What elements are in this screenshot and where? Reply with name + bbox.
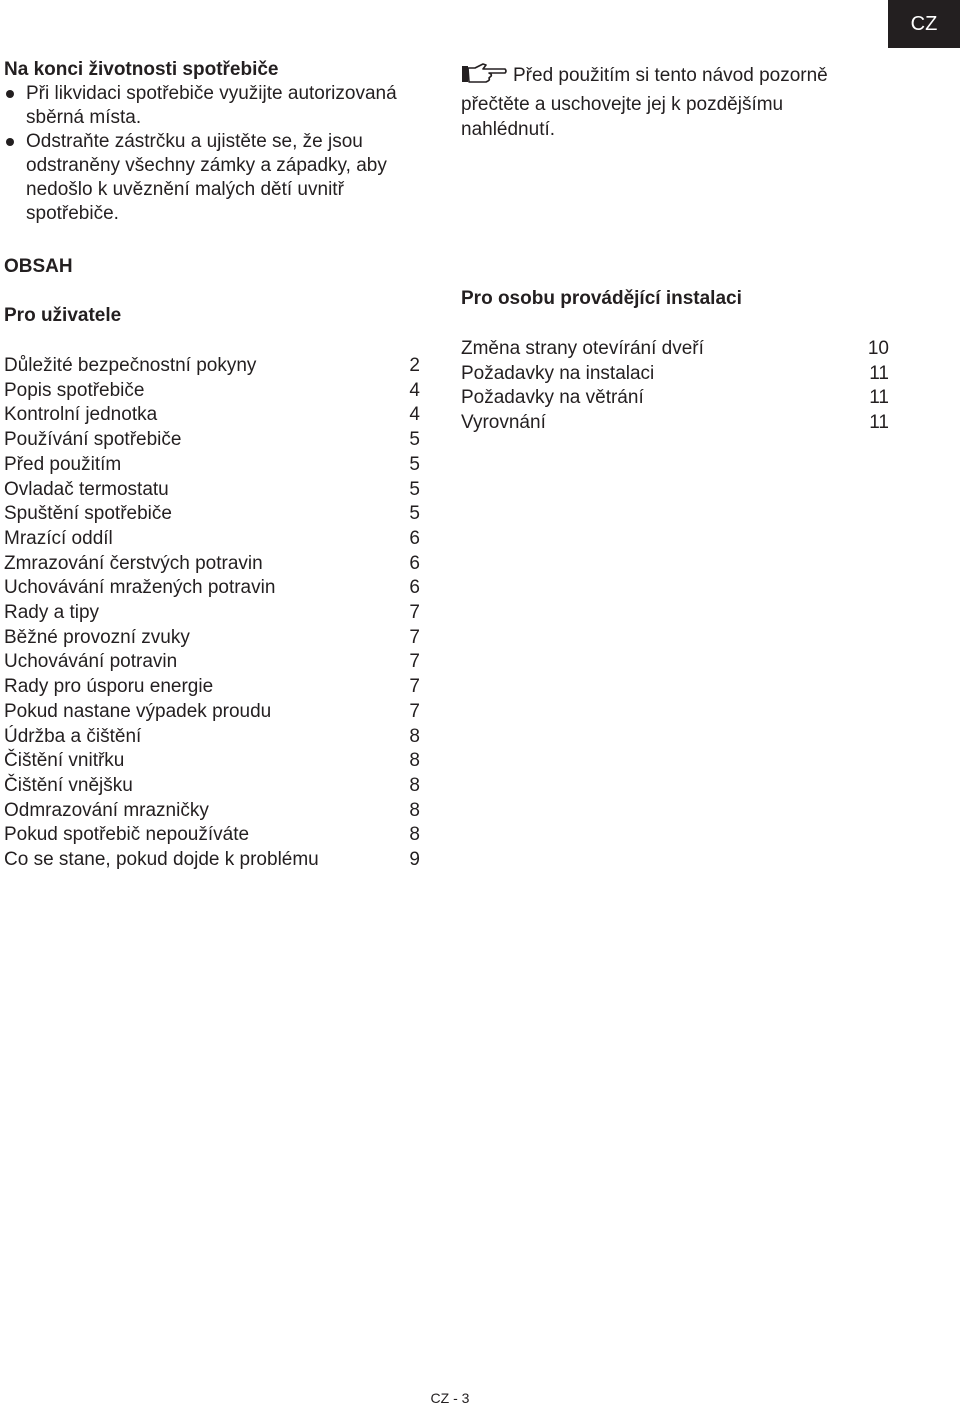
toc-label: Spuštění spotřebiče — [4, 503, 172, 525]
toc-page-number: 4 — [409, 379, 420, 401]
toc-row — [461, 362, 889, 387]
toc-label: Pokud spotřebič nepoužíváte — [4, 824, 250, 846]
toc-page-number: 9 — [409, 849, 420, 871]
toc-label: Kontrolní jednotka — [4, 404, 158, 426]
toc-label: Důležité bezpečnostní pokyny — [4, 355, 257, 376]
toc-page-number: 7 — [409, 676, 420, 698]
toc-row — [4, 403, 420, 428]
toc-label: Zmrazování čerstvých potravin — [4, 552, 263, 574]
toc-row — [4, 675, 420, 700]
language-tab: CZ — [888, 0, 960, 48]
toc-label: Mrazící oddíl — [4, 527, 113, 549]
installer-toc — [461, 287, 889, 436]
toc-row — [461, 386, 889, 411]
toc-label: Co se stane, pokud dojde k problému — [4, 849, 319, 871]
toc-page-number: 10 — [867, 338, 889, 359]
end-of-life-list — [4, 82, 424, 226]
list-item: Odstraňte zástrčku a ujistěte se, že jsou odstraněny všechny zámky a západky, aby nedošlo k uvěznění malých dětí uvnitř spotřebiče. — [4, 130, 424, 226]
toc-row — [4, 749, 420, 774]
toc-page-number: 11 — [869, 362, 889, 384]
toc-row — [4, 576, 420, 601]
toc-row — [461, 337, 889, 362]
toc-label: Údržba a čištění — [4, 725, 142, 747]
toc-page-number: 7 — [409, 626, 420, 648]
toc-page-number: 2 — [409, 355, 420, 376]
toc-row — [4, 478, 420, 503]
toc-row — [4, 774, 420, 799]
toc-page-number: 6 — [409, 527, 420, 549]
toc-row — [4, 700, 420, 725]
toc-page-number: 5 — [409, 429, 420, 451]
toc-row — [4, 453, 420, 478]
end-of-life-section — [4, 58, 424, 226]
toc-page-number: 5 — [409, 453, 420, 475]
page-number: CZ - 3 — [430, 1390, 470, 1406]
toc-row — [4, 848, 420, 873]
toc-label: Změna strany otevírání dveří — [461, 338, 704, 359]
list-item: Při likvidaci spotřebiče využijte autorizovaná sběrná místa. — [4, 82, 424, 130]
toc-label: Čištění vnitřku — [4, 750, 125, 772]
toc-label: Požadavky na instalaci — [461, 362, 655, 384]
toc-label: Ovladač termostatu — [4, 478, 169, 500]
toc-row — [4, 650, 420, 675]
installer-toc-list — [461, 337, 889, 436]
toc-label: Uchovávání mražených potravin — [4, 577, 276, 599]
installer-section-title: Pro osobu provádějící instalaci — [461, 288, 742, 309]
end-of-life-heading: Na konci životnosti spotřebiče — [4, 59, 279, 80]
toc-row — [4, 799, 420, 824]
toc-page-number: 11 — [869, 412, 889, 434]
toc-label: Popis spotřebiče — [4, 379, 145, 401]
toc-row — [461, 411, 889, 436]
toc-label: Rady pro úsporu energie — [4, 676, 214, 698]
toc-page-number: 8 — [409, 824, 420, 846]
toc-row — [4, 428, 420, 453]
toc-label: Pokud nastane výpadek proudu — [4, 700, 272, 722]
toc-page-number: 6 — [409, 577, 420, 599]
toc-page-number: 8 — [409, 799, 420, 821]
toc-row — [4, 823, 420, 848]
toc-label: Běžné provozní zvuky — [4, 626, 190, 648]
toc-page-number: 11 — [869, 387, 889, 409]
toc-page-number: 4 — [409, 404, 420, 426]
toc-page-number: 8 — [409, 774, 420, 796]
toc-row — [4, 502, 420, 527]
pointing-hand-icon — [461, 63, 507, 92]
toc-label: Před použitím — [4, 453, 122, 475]
toc-label: Odmrazování mrazničky — [4, 799, 209, 821]
notice-text: Před použitím si tento návod pozorně přečtěte a uschovejte jej k pozdějšímu nahlédnutí. — [461, 65, 828, 140]
toc-label: Používání spotřebiče — [4, 429, 182, 451]
toc-label: Čištění vnějšku — [4, 774, 133, 796]
toc-page-number: 6 — [409, 552, 420, 574]
toc-label: Uchovávání potravin — [4, 651, 178, 673]
toc-row — [4, 354, 420, 379]
toc-label: Rady a tipy — [4, 602, 100, 624]
read-notice — [461, 63, 861, 142]
toc-row — [4, 379, 420, 404]
toc-page-number: 5 — [409, 503, 420, 525]
toc-page-number: 8 — [409, 750, 420, 772]
toc-row — [4, 626, 420, 651]
toc-page-number: 7 — [409, 602, 420, 624]
toc-row — [4, 527, 420, 552]
contents-title: OBSAH — [4, 256, 73, 277]
toc-label: Vyrovnání — [461, 412, 546, 434]
toc-page-number: 8 — [409, 725, 420, 747]
user-section-title: Pro uživatele — [4, 305, 122, 326]
toc-label: Požadavky na větrání — [461, 387, 644, 409]
toc-page-number: 7 — [409, 700, 420, 722]
toc-row — [4, 601, 420, 626]
toc-row — [4, 725, 420, 750]
toc-page-number: 5 — [409, 478, 420, 500]
user-toc — [4, 304, 420, 873]
toc-row — [4, 552, 420, 577]
user-toc-list — [4, 354, 420, 873]
toc-page-number: 7 — [409, 651, 420, 673]
